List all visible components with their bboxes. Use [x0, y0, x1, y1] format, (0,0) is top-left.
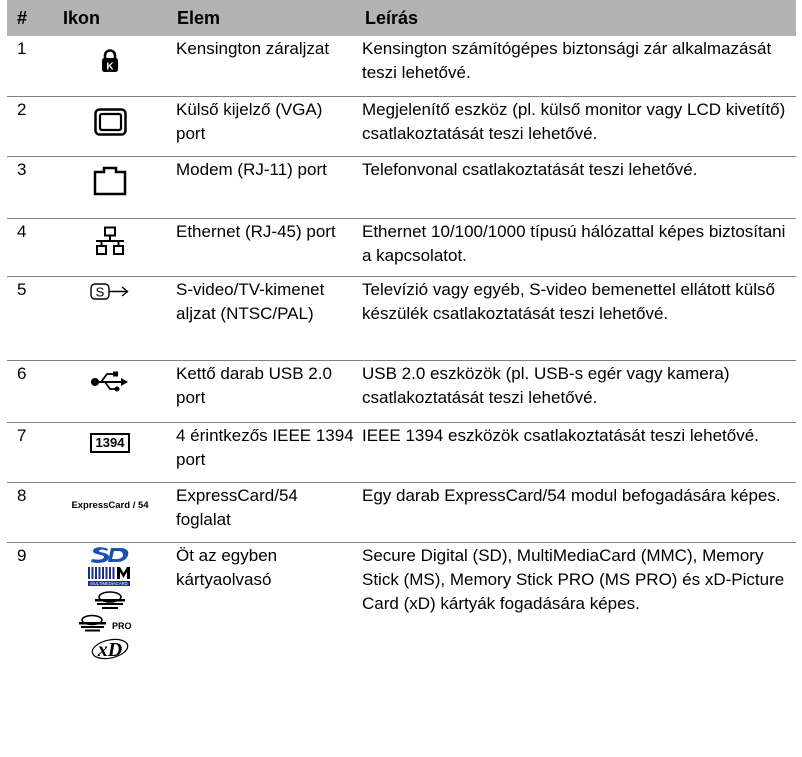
modem-port-icon [93, 166, 127, 196]
table-header-row [7, 0, 796, 36]
header-elem: Elem [167, 0, 355, 36]
ports-table [7, 0, 796, 666]
svg-text:S: S [95, 284, 105, 299]
row-number: 6 [7, 360, 53, 422]
header-num: # [7, 0, 53, 36]
vga-monitor-icon [94, 108, 127, 136]
element-description: Megjelenítő eszköz (pl. külső monitor vagy LCD kivetítő) csatlakoztatását teszi lehetővé. [355, 96, 796, 156]
element-description: Secure Digital (SD), MultiMediaCard (MMC), Memory Stick (MS), Memory Stick PRO (MS PRO) és xD-Picture Card (xD) kártyák fogadására képes. [362, 545, 785, 613]
expresscard-icon: ExpressCard / 54 [71, 499, 149, 511]
memory-stick-logo-icon [93, 590, 127, 612]
element-description: Egy darab ExpressCard/54 modul befogadására képes. [355, 482, 796, 542]
element-description: Telefonvonal csatlakoztatását teszi lehetővé. [355, 156, 796, 218]
header-desc: Leírás [355, 0, 796, 36]
element-name: Kettő darab USB 2.0 port [167, 360, 355, 422]
svg-text:K: K [106, 61, 114, 73]
element-description: IEEE 1394 eszközök csatlakoztatását teszi lehetővé. [355, 422, 796, 482]
svg-text:PRO: PRO [112, 620, 132, 631]
element-name: 4 érintkezős IEEE 1394 port [167, 422, 355, 482]
xd-picture-card-logo-icon [90, 636, 130, 662]
row-number: 1 [7, 36, 53, 96]
sd-card-logo-icon [90, 546, 130, 564]
table-row [7, 156, 796, 218]
table-row [7, 96, 796, 156]
card-reader-logos-icon [53, 544, 167, 666]
element-description: Ethernet 10/100/1000 típusú hálózattal képes biztosítani a kapcsolatot. [355, 218, 796, 276]
element-description: Televízió vagy egyéb, S-video bemenettel ellátott külső készülék csatlakoztatását teszi lehetővé. [355, 276, 796, 360]
element-name: Kensington záraljzat [167, 36, 355, 96]
row-number: 8 [7, 482, 53, 542]
element-name: Modem (RJ-11) port [167, 156, 355, 218]
usb-icon [90, 370, 130, 392]
kensington-lock-icon [101, 49, 119, 73]
element-name: Külső kijelző (VGA) port [167, 96, 355, 156]
table-row [7, 542, 796, 666]
header-icon: Ikon [53, 0, 167, 36]
row-number: 7 [7, 422, 53, 482]
multimediacard-logo-icon [87, 566, 133, 588]
memory-stick-pro-logo-icon [78, 614, 142, 634]
element-description: USB 2.0 eszközök (pl. USB-s egér vagy kamera) csatlakoztatását teszi lehetővé. [355, 360, 796, 422]
table-row [7, 360, 796, 422]
element-name: S-video/TV-kimenet aljzat (NTSC/PAL) [167, 276, 355, 360]
element-description: Kensington számítógépes biztonsági zár alkalmazását teszi lehetővé. [355, 36, 796, 96]
element-name: Ethernet (RJ-45) port [167, 218, 355, 276]
ieee1394-icon: 1394 [90, 433, 131, 453]
table-row [7, 422, 796, 482]
table-row [7, 276, 796, 360]
ethernet-network-icon [95, 226, 125, 256]
table-row [7, 218, 796, 276]
row-number: 4 [7, 218, 53, 276]
row-number: 9 [17, 545, 27, 565]
row-number: 3 [7, 156, 53, 218]
s-video-out-icon [90, 282, 130, 302]
element-name: Öt az egyben kártyaolvasó [176, 545, 278, 589]
element-name: ExpressCard/54 foglalat [167, 482, 355, 542]
svg-text:xD: xD [97, 638, 123, 661]
table-row [7, 36, 796, 96]
row-number: 5 [7, 276, 53, 360]
table-row [7, 482, 796, 542]
row-number: 2 [7, 96, 53, 156]
svg-text:MULTIMEDIACARD: MULTIMEDIACARD [90, 580, 128, 586]
